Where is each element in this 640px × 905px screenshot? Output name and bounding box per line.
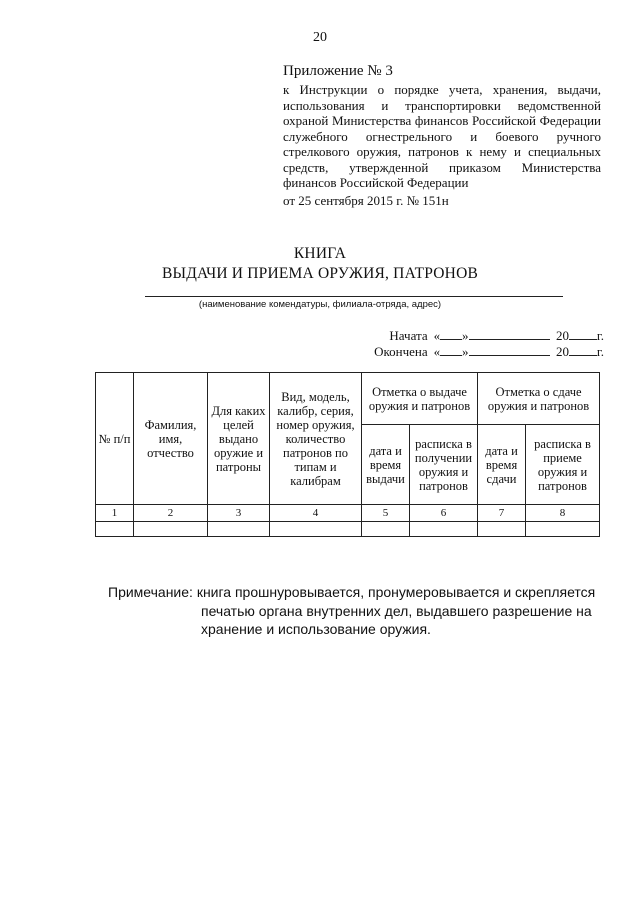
date-started-row xyxy=(364,328,604,344)
note-block xyxy=(108,583,608,639)
org-caption: (наименование комендатуры, филиала-отряда, адрес) xyxy=(198,299,442,310)
empty-cell xyxy=(134,522,208,537)
register-table xyxy=(95,372,600,537)
empty-cell xyxy=(526,522,600,537)
empty-table-row xyxy=(96,522,600,537)
header-number: № п/п xyxy=(96,373,134,505)
book-title xyxy=(0,244,640,284)
header-return-receipt: расписка в приеме оружия и патронов xyxy=(526,425,600,505)
quote-close: » xyxy=(462,328,469,343)
quote-open: « xyxy=(433,328,441,343)
header-issue-date: дата и время выдачи xyxy=(362,425,410,505)
page-number: 20 xyxy=(313,30,327,45)
header-return-date: дата и время сдачи xyxy=(478,425,526,505)
book-title-line1: КНИГА xyxy=(293,245,347,262)
quote-open: « xyxy=(433,344,441,359)
appendix-title: Приложение № 3 xyxy=(283,63,393,79)
header-weapon-details: Вид, модель, калибр, серия, номер оружия, количество патронов по типам и калибрам xyxy=(270,373,362,505)
date-block xyxy=(364,328,604,360)
date-ended-label: Окончена xyxy=(374,344,428,359)
column-number: 4 xyxy=(270,505,362,522)
empty-cell xyxy=(208,522,270,537)
note-text-line1: книга прошнуровывается, пронумеровывается и скрепляется xyxy=(196,584,596,600)
note-text-line2: печатью органа внутренних дел, выдавшего разрешение на xyxy=(201,602,592,619)
quote-close: » xyxy=(462,344,469,359)
column-number: 2 xyxy=(134,505,208,522)
header-issue-receipt: расписка в получении оружия и патронов xyxy=(410,425,478,505)
header-full-name: Фамилия, имя, отчество xyxy=(134,373,208,505)
column-number: 8 xyxy=(526,505,600,522)
day-blank xyxy=(440,344,462,356)
note-text-line3: хранение и использование оружия. xyxy=(201,621,431,637)
header-return-group: Отметка о сдаче оружия и патронов xyxy=(478,373,600,425)
note-line1 xyxy=(108,583,608,602)
header-purpose: Для каких целей выдано оружие и патроны xyxy=(208,373,270,505)
date-started-label: Начата xyxy=(389,328,428,343)
appendix-block xyxy=(283,62,601,208)
month-blank xyxy=(469,328,551,340)
day-blank xyxy=(440,328,462,340)
year-blank xyxy=(569,328,597,340)
empty-cell xyxy=(478,522,526,537)
column-number: 1 xyxy=(96,505,134,522)
year-suffix: г. xyxy=(596,328,604,343)
org-name-line xyxy=(145,296,563,297)
year-suffix: г. xyxy=(596,344,604,359)
year-prefix: 20 xyxy=(556,344,570,359)
column-number: 3 xyxy=(208,505,270,522)
month-blank xyxy=(469,344,551,356)
column-number: 7 xyxy=(478,505,526,522)
column-number: 6 xyxy=(410,505,478,522)
header-row xyxy=(96,373,600,425)
book-title-line2: ВЫДАЧИ И ПРИЕМА ОРУЖИЯ, ПАТРОНОВ xyxy=(162,265,478,282)
appendix-date: от 25 сентября 2015 г. № 151н xyxy=(283,192,449,208)
empty-cell xyxy=(362,522,410,537)
date-ended-row xyxy=(364,344,604,360)
header-issue-group: Отметка о выдаче оружия и патронов xyxy=(362,373,478,425)
year-prefix: 20 xyxy=(556,328,570,343)
column-number: 5 xyxy=(362,505,410,522)
note-label: Примечание: xyxy=(108,584,193,600)
appendix-body: к Инструкции о порядке учета, хранения, выдачи, использования и транспортировки ведомственной охраной Министерства финансов Российской Федерации служебного огнестрельного и боевого ручного стрелкового оружия, патронов к нему и специальных средств, утвержденной приказом Министерства финансов Российской Федерации xyxy=(283,82,601,190)
empty-cell xyxy=(96,522,134,537)
empty-cell xyxy=(410,522,478,537)
year-blank xyxy=(569,344,597,356)
column-number-row xyxy=(96,505,600,522)
empty-cell xyxy=(270,522,362,537)
